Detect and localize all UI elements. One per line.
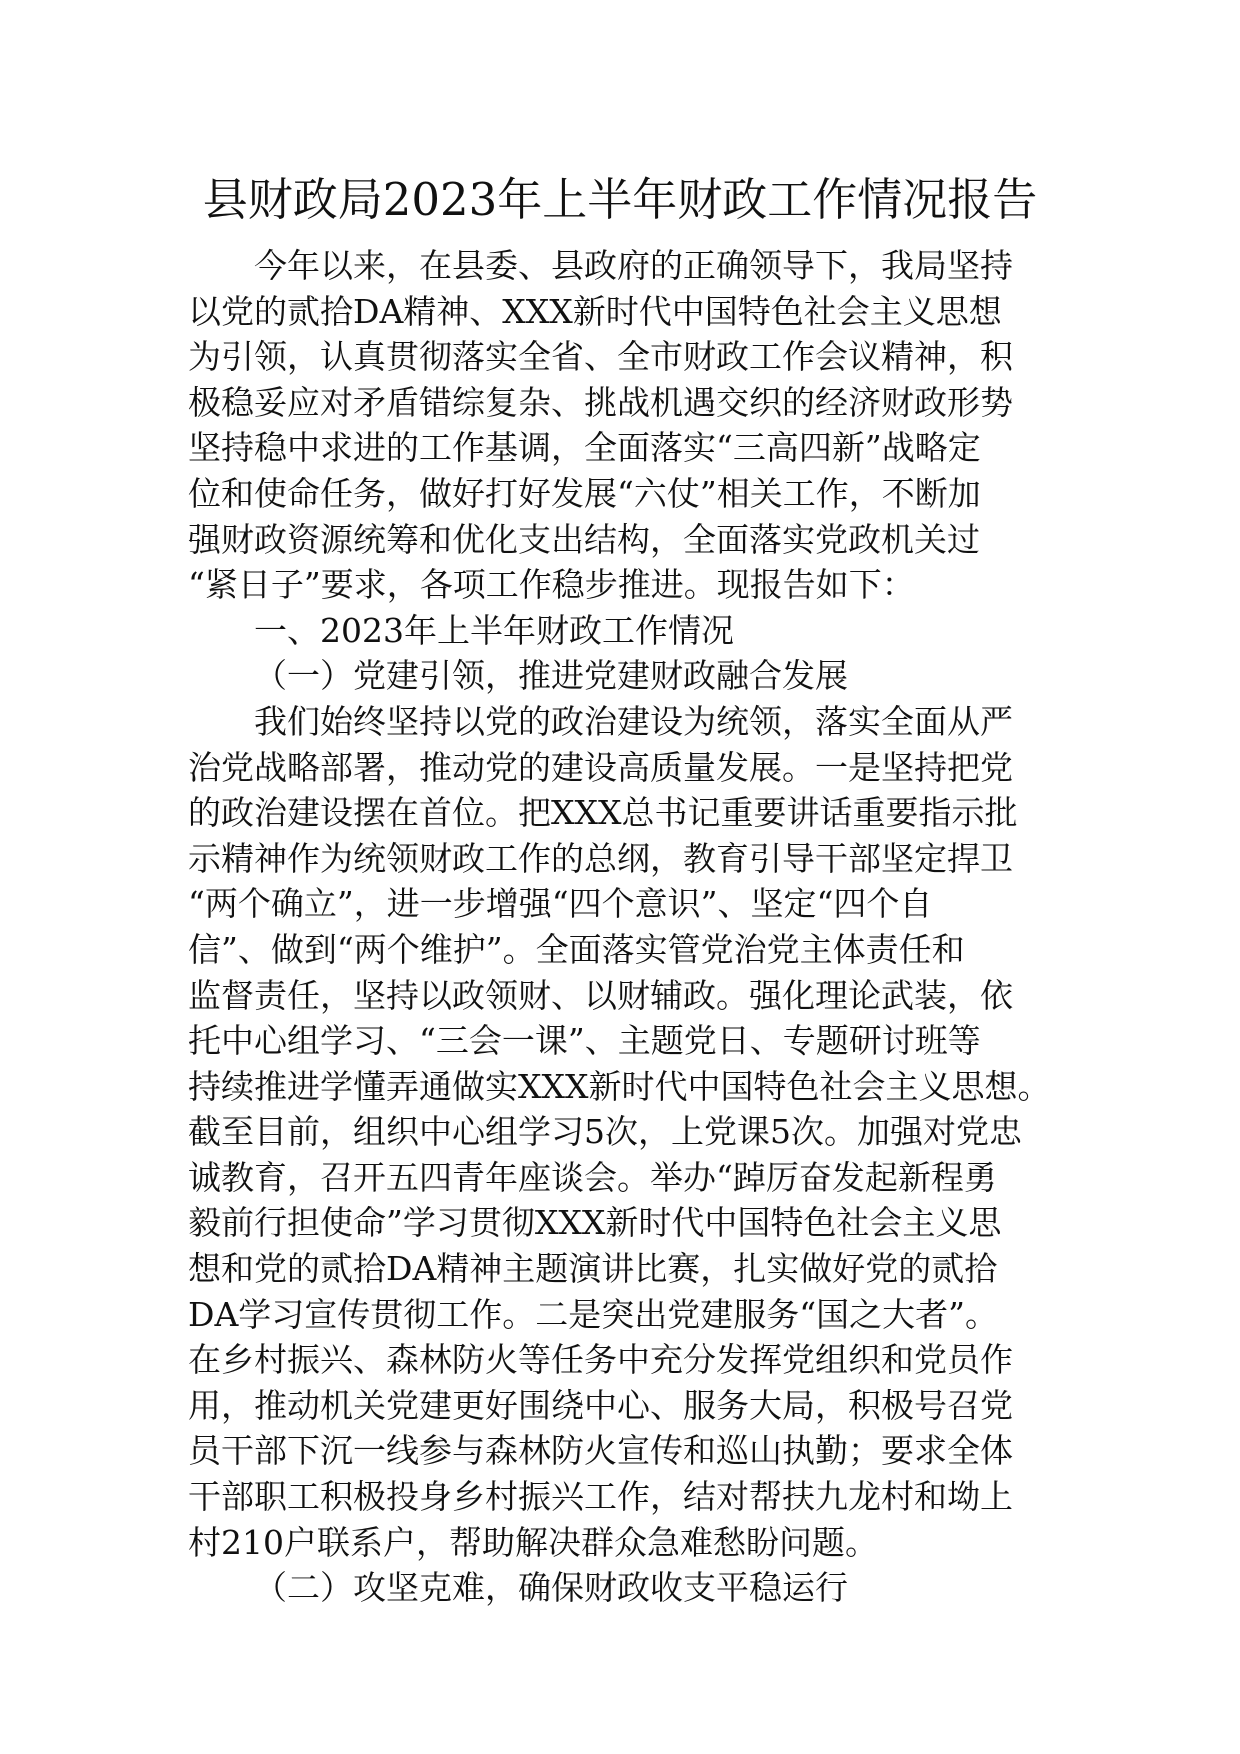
document-body [188, 243, 1068, 1611]
paragraph-line: “两个确立”，进一步增强“四个意识”、坚定“四个自 [188, 884, 933, 924]
paragraph-line: 我们始终坚持以党的政治建设为统领，落实全面从严 [254, 701, 1013, 741]
paragraph-line: 员干部下沉一线参与森林防火宣传和巡山执勤；要求全体 [188, 1431, 1013, 1471]
paragraph-line: 位和使命任务，做好打好发展“六仗”相关工作，不断加 [188, 473, 981, 513]
paragraph-line: 极稳妥应对矛盾错综复杂、挑战机遇交织的经济财政形势 [188, 382, 1013, 422]
paragraph-line: 村210户联系户，帮助解决群众急难愁盼问题。 [188, 1522, 878, 1562]
paragraph-line: 今年以来，在县委、县政府的正确领导下，我局坚持 [254, 246, 1013, 285]
paragraph-line: DA学习宣传贯彻工作。二是突出党建服务“国之大者”。 [188, 1294, 999, 1334]
paragraph-line: 以党的贰拾DA精神、XXX新时代中国特色社会主义思想 [188, 291, 1002, 331]
paragraph-line: 用，推动机关党建更好围绕中心、服务大局，积极号召党 [188, 1385, 1013, 1425]
paragraph-line: 信”、做到“两个维护”。全面落实管党治党主体责任和 [188, 929, 965, 969]
subsection-heading: （二）攻坚克难，确保财政收支平稳运行 [254, 1568, 848, 1608]
subsection-heading: （一）党建引领，推进党建财政融合发展 [254, 656, 848, 696]
paragraph-line: 干部职工积极投身乡村振兴工作，结对帮扶九龙村和坳上 [188, 1477, 1013, 1517]
paragraph-line: 毅前行担使命”学习贯彻XXX新时代中国特色社会主义思 [188, 1203, 1002, 1243]
paragraph-line: 治党战略部署，推动党的建设高质量发展。一是坚持把党 [188, 747, 1013, 787]
paragraph-line: 想和党的贰拾DA精神主题演讲比赛，扎实做好党的贰拾 [188, 1249, 998, 1289]
paragraph-line: 的政治建设摆在首位。把XXX总书记重要讲话重要指示批 [188, 793, 1018, 833]
paragraph-line: 坚持稳中求进的工作基调，全面落实“三高四新”战略定 [188, 428, 981, 468]
paragraph-line: 为引领，认真贯彻落实全省、全市财政工作会议精神，积 [188, 337, 1013, 377]
paragraph-line: 持续推进学懂弄通做实XXX新时代中国特色社会主义思想。 [188, 1066, 1051, 1106]
paragraph-line: 截至目前，组织中心组学习5次，上党课5次。加强对党忠 [188, 1112, 1022, 1152]
paragraph-line: 托中心组学习、“三会一课”、主题党日、专题研讨班等 [188, 1021, 981, 1061]
paragraph-line: 在乡村振兴、森林防火等任务中充分发挥党组织和党员作 [188, 1340, 1013, 1380]
paragraph-line: 强财政资源统筹和优化支出结构，全面落实党政机关过 [188, 519, 980, 559]
paragraph-line: 监督责任，坚持以政领财、以财辅政。强化理论武装，依 [188, 975, 1013, 1015]
document-title: 县财政局2023年上半年财政工作情况报告 [202, 173, 1038, 226]
paragraph-line: 示精神作为统领财政工作的总纲，教育引导干部坚定捍卫 [188, 838, 1013, 878]
section-heading: 一、2023年上半年财政工作情况 [254, 610, 734, 650]
paragraph-line: 诚教育，召开五四青年座谈会。举办“踔厉奋发起新程勇 [188, 1157, 997, 1197]
paragraph-line: “紧日子”要求，各项工作稳步推进。现报告如下： [188, 565, 915, 605]
